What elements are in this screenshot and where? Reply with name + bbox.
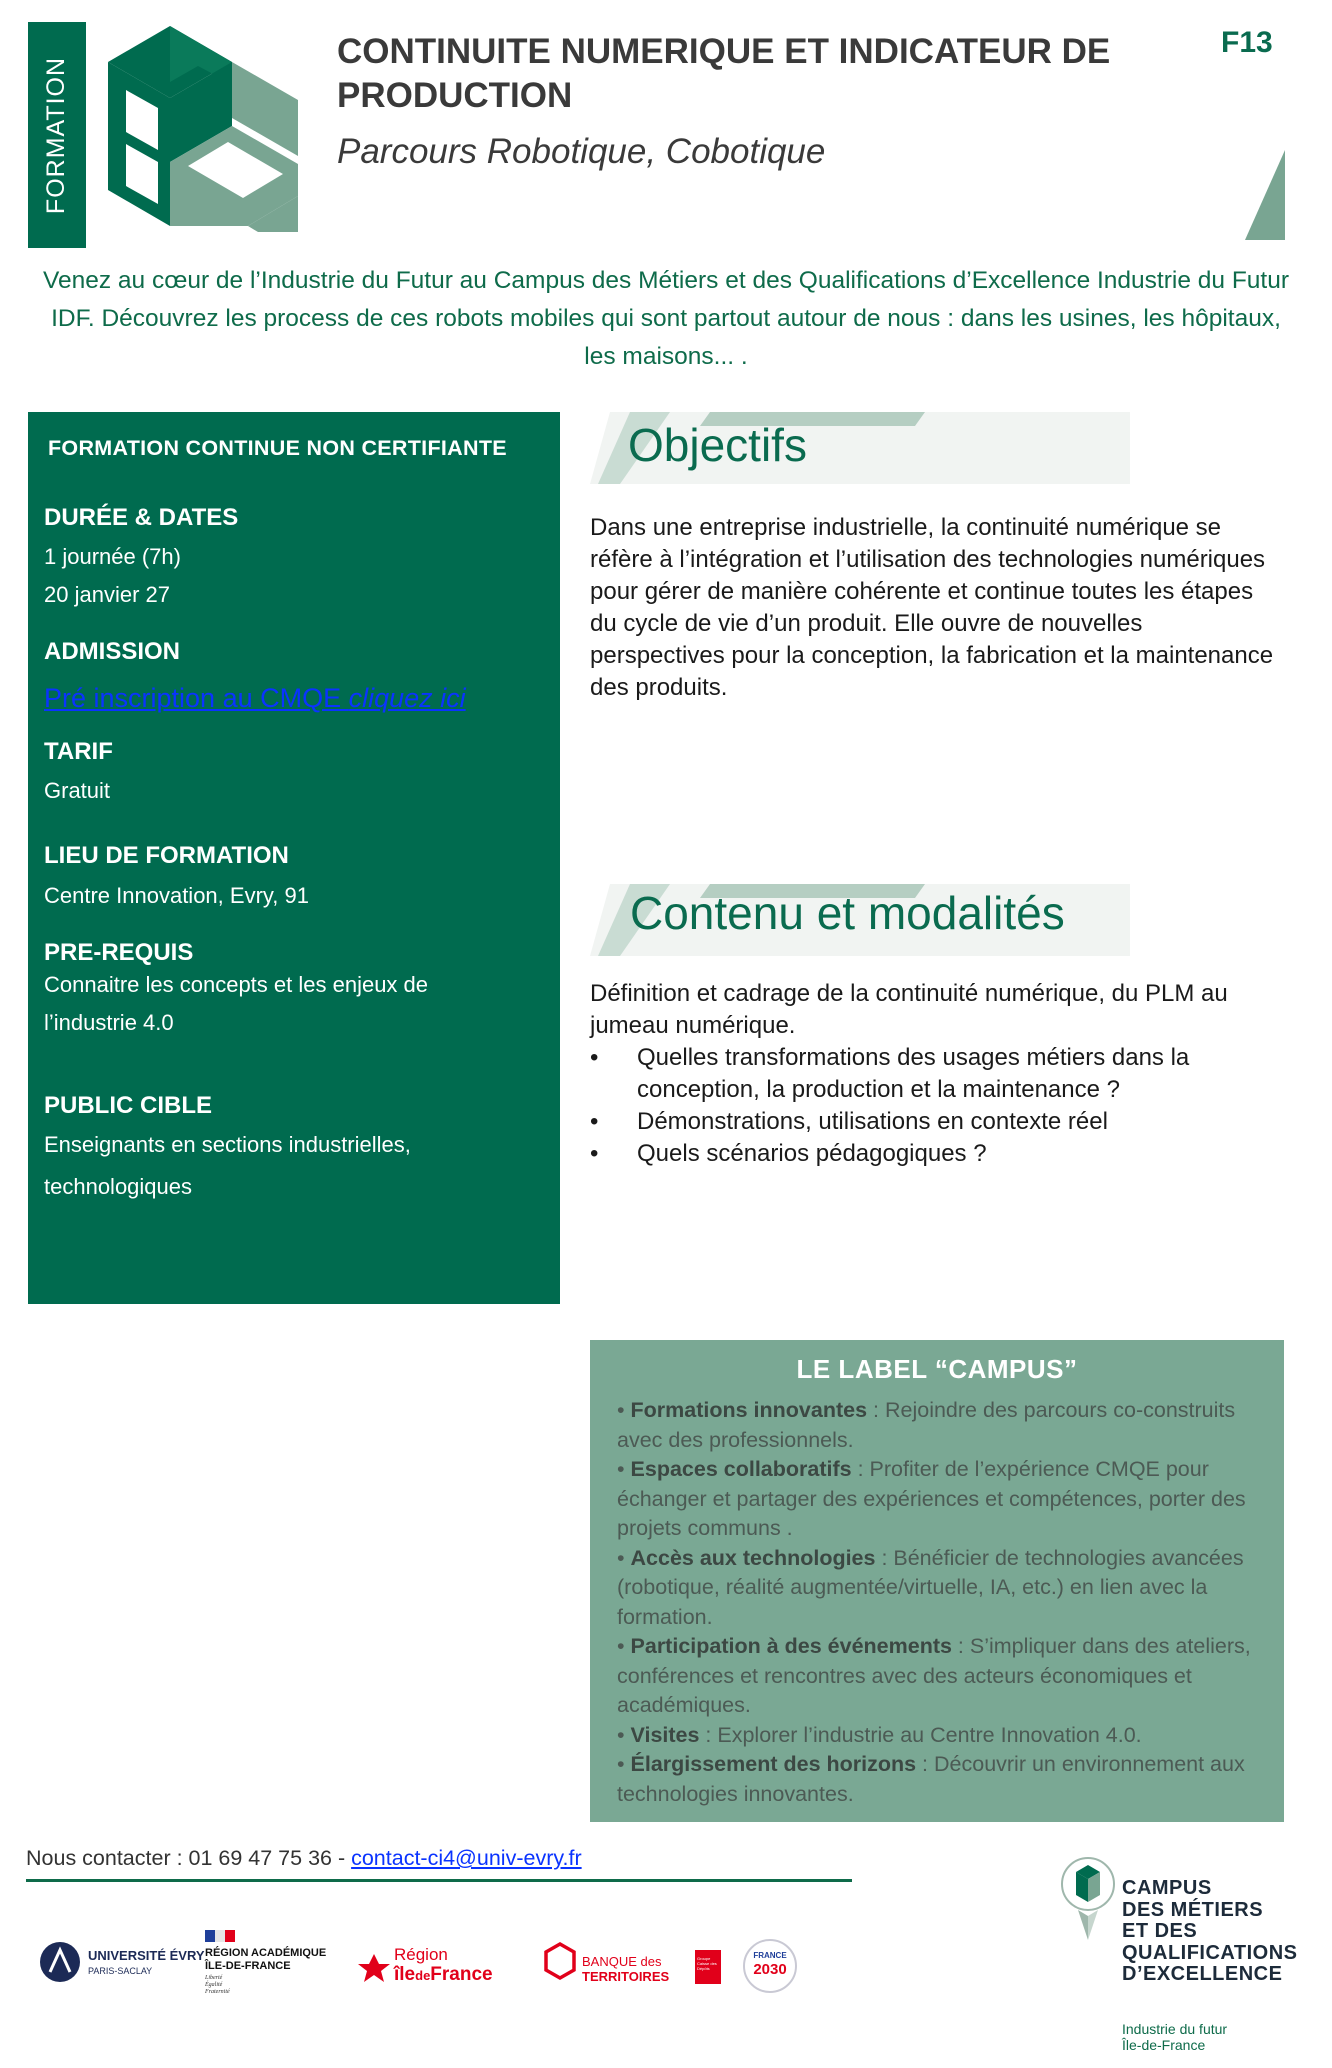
contenu-bullet [590, 1042, 1290, 1106]
formation-label: FORMATION [42, 56, 71, 214]
label-item: • Formations innovantes : Rejoindre des parcours co-construits avec des professionnels. [617, 1398, 1236, 1452]
prerequis-heading: PRE-REQUIS [44, 939, 194, 966]
label-item: • Élargissement des horizons : Découvrir un environnement aux technologies innovantes. [617, 1752, 1245, 1806]
svg-text:Liberté: Liberté [205, 1975, 223, 1981]
svg-text:Région: Région [394, 1945, 448, 1964]
bullet-dot: • [590, 1140, 599, 1167]
tarif-heading: TARIF [44, 738, 113, 765]
sidebar-heading: FORMATION CONTINUE NON CERTIFIANTE [48, 436, 507, 460]
svg-text:FRANCE: FRANCE [753, 1951, 787, 1960]
prerequis-line-2: l’industrie 4.0 [44, 1010, 174, 1035]
svg-text:UNIVERSITÉ ÉVRY: UNIVERSITÉ ÉVRY [88, 1948, 205, 1963]
label-campus-box [590, 1340, 1284, 1822]
label-list [617, 1396, 1262, 1809]
contenu-bullet-text: Quels scénarios pédagogiques ? [637, 1140, 987, 1167]
svg-text:îledeFrance: îledeFrance [394, 1964, 493, 1985]
info-sidebar [28, 412, 560, 1304]
duration-heading: DURÉE & DATES [44, 504, 239, 531]
lieu-value: Centre Innovation, Evry, 91 [44, 883, 309, 908]
tarif-value: Gratuit [44, 778, 111, 803]
svg-text:Groupe: Groupe [697, 1956, 711, 1961]
page-title: CONTINUITE NUMERIQUE ET INDICATEUR DE PRODUCTION [337, 32, 1111, 115]
label-item: • Espaces collaboratifs : Profiter de l’expérience CMQE pour échanger et partager des expériences et compétences, porter des projets communs . [617, 1457, 1246, 1540]
universite-evry-logo [40, 1942, 205, 1982]
public-heading: PUBLIC CIBLE [44, 1092, 212, 1119]
admission-heading: ADMISSION [44, 638, 181, 665]
campus-logo-text: CAMPUS DES MÉTIERS ET DES QUALIFICATIONS D’EXCELLENCE [1122, 1877, 1298, 1985]
svg-text:Égalité: Égalité [205, 1982, 223, 1988]
bullet-dot: • [590, 1044, 599, 1071]
contact-email-link[interactable]: contact-ci4@univ-evry.fr [351, 1846, 582, 1870]
label-item: • Participation à des événements : S’impliquer dans des ateliers, conférences et rencontres avec des acteurs économiques et académiques. [617, 1634, 1251, 1717]
campus-badge-icon [1060, 1856, 1118, 1940]
banque-territoires-logo [546, 1944, 721, 1984]
contenu-title: Contenu et modalités [630, 887, 1065, 939]
objectifs-title: Objectifs [628, 419, 807, 471]
campus-metiers-logo [1060, 1856, 1320, 2061]
prerequis-line-1: Connaitre les concepts et les enjeux de [44, 972, 429, 997]
label-title: LE LABEL “CAMPUS” [796, 1354, 1078, 1384]
contact-divider [26, 1879, 852, 1882]
preinscription-link[interactable]: Pré inscription au CMQE cliquez ici [44, 683, 466, 713]
region-academique-logo [204, 1930, 326, 1995]
duration-value: 1 journée (7h) [44, 544, 181, 569]
campus-cube-logo [108, 26, 308, 232]
contenu-bullet-text: Démonstrations, utilisations en contexte réel [637, 1108, 1108, 1135]
contact-line: Nous contacter : 01 69 47 75 36 - contact-ci4@univ-evry.fr [26, 1846, 582, 1870]
date-value: 20 janvier 27 [44, 582, 170, 607]
partner-logos [30, 1920, 810, 2000]
france-2030-logo [744, 1940, 796, 1992]
region-idf-logo [358, 1945, 493, 1985]
corner-triangle-decoration [1245, 150, 1285, 240]
intro-text: Venez au cœur de l’Industrie du Futur au Campus des Métiers et des Qualifications d’Excellence Industrie du Futur IDF. Découvrez les process de ces robots mobiles qui sont partout autour de nous : dans les usines, les hôpitaux, les maisons... . [42, 267, 1290, 370]
lieu-heading: LIEU DE FORMATION [44, 842, 289, 869]
formation-code: F13 [1221, 26, 1273, 59]
page-subtitle: Parcours Robotique, Cobotique [337, 132, 826, 171]
contenu-intro: Définition et cadrage de la continuité numérique, du PLM au jumeau numérique. [590, 980, 1228, 1039]
svg-text:PARIS-SACLAY: PARIS-SACLAY [88, 1966, 153, 1976]
svg-text:BANQUE des: BANQUE des [582, 1954, 662, 1969]
contenu-bullet [590, 1106, 1290, 1138]
svg-text:ÎLE-DE-FRANCE: ÎLE-DE-FRANCE [205, 1960, 291, 1972]
svg-text:TERRITOIRES: TERRITOIRES [582, 1969, 670, 1984]
public-line-2: technologiques [44, 1174, 193, 1199]
public-line-1: Enseignants en sections industrielles, [44, 1132, 411, 1157]
bullet-dot: • [590, 1108, 599, 1135]
campus-logo-subtext: Industrie du futur Île-de-France [1122, 2021, 1228, 2053]
contenu-bullet [590, 1138, 1290, 1170]
label-item: • Visites : Explorer l’industrie au Centre Innovation 4.0. [617, 1722, 1142, 1747]
svg-text:Caisse des: Caisse des [697, 1961, 717, 1966]
objectifs-text: Dans une entreprise industrielle, la continuité numérique se réfère à l’intégration et l’utilisation des technologies numériques pour gérer de manière cohérente et continue toutes les étapes du cycle de vie d’un produit. Elle ouvre de nouvelles perspectives pour la conception, la fabrication et la maintenance des produits. [590, 514, 1274, 701]
svg-text:Fraternité: Fraternité [205, 1989, 230, 1995]
label-item: • Accès aux technologies : Bénéficier de technologies avancées (robotique, réalité augmentée/virtuelle, IA, etc.) en lien avec la formation. [617, 1545, 1244, 1629]
contenu-bullet-text: Quelles transformations des usages métiers dans la conception, la production et la maintenance ? [637, 1044, 1190, 1103]
svg-text:Dépôts: Dépôts [697, 1966, 710, 1971]
svg-text:2030: 2030 [753, 1961, 787, 1978]
svg-text:RÉGION ACADÉMIQUE: RÉGION ACADÉMIQUE [205, 1947, 327, 1959]
